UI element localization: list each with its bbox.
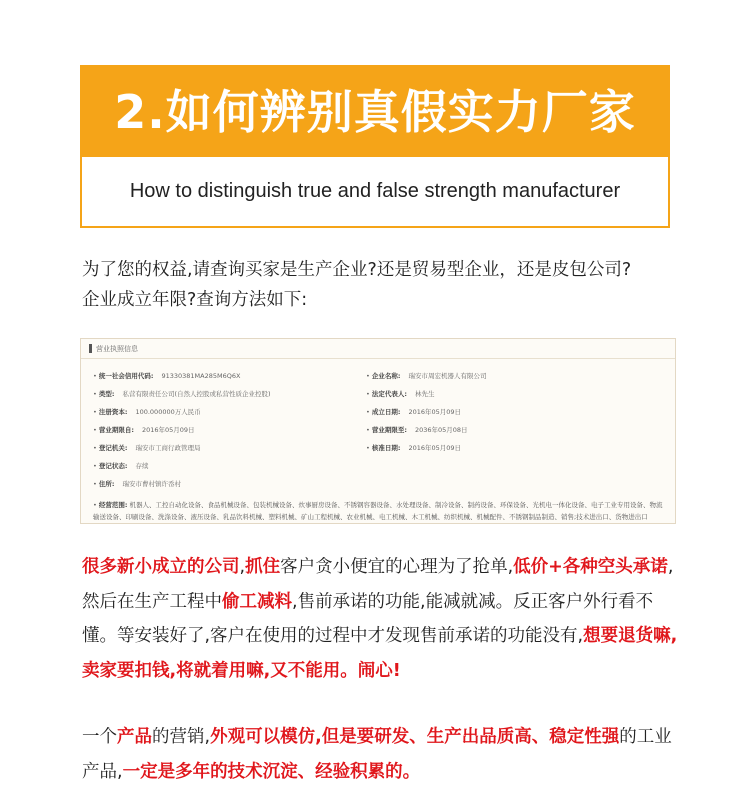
license-field: • 核准日期: 2016年05月09日 bbox=[366, 443, 462, 452]
license-field: • 营业期限自: 2016年05月09日 bbox=[93, 425, 195, 434]
header-marker bbox=[89, 344, 92, 353]
license-field: • 类型: 私营有限责任公司(自然人控股或私营性质企业控股) bbox=[93, 389, 271, 398]
intro-paragraph bbox=[82, 255, 682, 315]
banner-subtitle: How to distinguish true and false strength manufacturer bbox=[129, 180, 621, 202]
section-banner bbox=[80, 65, 670, 228]
license-field: • 统一社会信用代码: 91330381MA285M6Q6X bbox=[93, 371, 241, 380]
business-license-screenshot bbox=[80, 338, 676, 524]
intro-line-2: 企业成立年限?查询方法如下: bbox=[82, 290, 308, 310]
business-scope-text: 机器人、工控自动化设备、食品机械设备、包装机械设备、炊事厨房设备、不锈钢容器设备、水处理设备、制冷设备、制药设备、环保设备、光机电一体化设备、电子工业专用设备、物流输送设备、印刷设备、洗涤设备、液压设备、乳品饮料机械、塑料机械、矿山工程机械、农业机械、电工机械、木工机械、纺织机械、机械配件、不锈钢制品制造、销售;技术进出口、货物进出口 bbox=[93, 501, 663, 521]
license-field: • 登记机关: 瑞安市工商行政管理局 bbox=[93, 443, 201, 452]
license-field: • 住所: 瑞安市曹村镇许岙村 bbox=[93, 479, 181, 488]
license-header-label: 营业执照信息 bbox=[96, 344, 138, 353]
business-scope: • 经营范围: 机器人、工控自动化设备、食品机械设备、包装机械设备、炊事厨房设备、不锈钢容器设备、水处理设备、制冷设备、制药设备、环保设备、光机电一体化设备、电子工业专用设备、物流输送设备、印刷设备、洗涤设备、液压设备、乳品饮料机械、塑料机械、矿山工程机械、农业机械、电工机械、木工机械、纺织机械、机械配件、不锈钢制品制造、销售;技术进出口、货物进出口 bbox=[93, 501, 663, 521]
license-header bbox=[81, 339, 675, 359]
banner-title-bar bbox=[82, 67, 668, 157]
license-field: • 登记状态: 存续 bbox=[93, 461, 149, 470]
license-field: • 营业期限至: 2036年05月08日 bbox=[366, 425, 468, 434]
summary-paragraph: 一个产品的营销,外观可以模仿,但是要研发、生产出品质高、稳定性强的工业产品,一定是多年的技术沉淀、经验积累的。 bbox=[82, 727, 672, 782]
intro-line-1: 为了您的权益,请查询买家是生产企业?还是贸易型企业，还是皮包公司? bbox=[82, 260, 632, 280]
business-scope-label: 经营范围: bbox=[98, 501, 128, 509]
license-field: • 注册资本: 100.000000万人民币 bbox=[93, 407, 201, 416]
license-field: • 法定代表人: 林先生 bbox=[366, 389, 435, 398]
warning-paragraph: 很多新小成立的公司,抓住客户贪小便宜的心理为了抢单,低价+各种空头承诺,然后在生产工程中偷工减料,售前承诺的功能,能减就减。反正客户外行看不懂。等安装好了,客户在使用的过程中才发现售前承诺的功能没有,想要退货嘛,卖家要扣钱,将就着用嘛,又不能用。闹心! bbox=[82, 557, 678, 681]
license-field: • 成立日期: 2016年05月09日 bbox=[366, 407, 462, 416]
banner-title: 2.如何辨别真假实力厂家 bbox=[114, 85, 636, 139]
license-field: • 企业名称: 瑞安市周宏机器人有限公司 bbox=[366, 371, 487, 380]
